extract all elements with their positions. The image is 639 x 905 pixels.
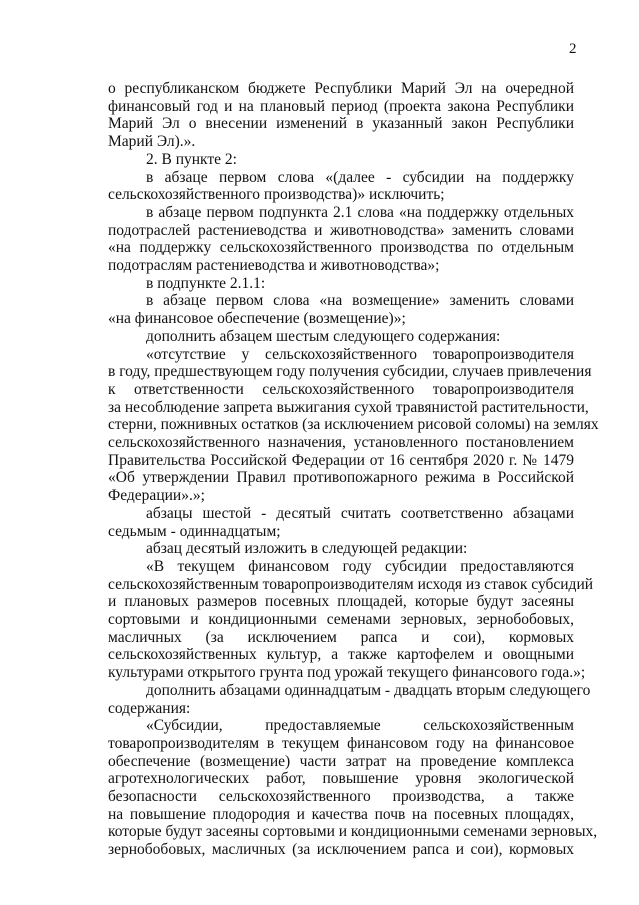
text-line: абзац десятый изложить в следующей редакции: xyxy=(146,540,468,558)
text-line: «Субсидии, предоставляемые сельскохозяйственным xyxy=(146,717,574,735)
text-line: обеспечение (возмещение) части затрат на проведение комплекса xyxy=(108,752,574,770)
text-line: подотраслей растениеводства и животноводства» заменить словами xyxy=(108,221,574,239)
text-line: «В текущем финансовом году субсидии предоставляются xyxy=(146,557,574,575)
text-line: товаропроизводителям в текущем финансовом году на финансовое xyxy=(108,734,574,752)
text-line: содержания: xyxy=(108,699,191,717)
text-line: Федерации».»; xyxy=(108,487,205,505)
text-line: Марий Эл).». xyxy=(108,133,196,151)
text-line: в подпункте 2.1.1: xyxy=(146,274,266,292)
page-number: 2 xyxy=(569,41,577,57)
text-line: и плановых размеров посевных площадей, которые будут засеяны xyxy=(108,593,574,611)
text-line: «Об утверждении Правил противопожарного режима в Российской xyxy=(108,469,574,487)
text-line: за несоблюдение запрета выжигания сухой травянистой растительности, xyxy=(108,398,589,416)
text-line: сельскохозяйственного производства)» исключить; xyxy=(108,186,445,204)
text-line: к ответственности сельскохозяйственного товаропроизводителя xyxy=(108,380,574,398)
text-line: сортовыми и кондиционными семенами зерновых, зернобобовых, xyxy=(108,611,574,628)
text-line: на повышение плодородия и качества почв на посевных площадях, xyxy=(108,805,574,823)
text-line: дополнить абзацами одиннадцатым - двадцать вторым следующего xyxy=(146,681,591,699)
text-line: финансовый год и на плановый период (проекта закона Республики xyxy=(108,97,574,115)
text-line: Правительства Российской Федерации от 16 сентября 2020 г. № 1479 xyxy=(108,451,574,469)
text-line: агротехнологических работ, повышение уровня экологической xyxy=(108,770,574,788)
text-line: в абзаце первом слова «на возмещение» заменить словами xyxy=(146,292,574,310)
text-line: 2. В пункте 2: xyxy=(146,150,237,168)
text-line: в абзаце первом слова «(далее - субсидии на поддержку xyxy=(146,168,574,186)
text-line: абзацы шестой - десятый считать соответственно абзацами xyxy=(146,504,574,522)
text-line: в абзаце первом подпункта 2.1 слова «на поддержку отдельных xyxy=(146,203,574,221)
text-line: масличных (за исключением рапса и сои), кормовых xyxy=(108,628,574,646)
text-line: «на поддержку сельскохозяйственного производства по отдельным xyxy=(108,239,574,257)
text-line: о республиканском бюджете Республики Марий Эл на очередной xyxy=(108,80,574,97)
text-line: сельскохозяйственным товаропроизводителям исходя из ставок субсидий xyxy=(108,575,594,593)
text-line: подотраслям растениеводства и животноводства»; xyxy=(108,257,440,274)
text-line: «отсутствие у сельскохозяйственного товаропроизводителя xyxy=(146,345,574,363)
text-line: Марий Эл о внесении изменений в указанный закон Республики xyxy=(108,115,574,133)
text-line: в году, предшествующем году получения субсидии, случаев привлечения xyxy=(108,363,592,381)
text-line: зернобобовых, масличных (за исключением рапса и сои), кормовых xyxy=(108,841,574,859)
text-line: дополнить абзацем шестым следующего содержания: xyxy=(146,327,501,345)
text-line: сельскохозяйственных культур, а также картофелем и овощными xyxy=(108,646,574,664)
text-line: стерни, пожнивных остатков (за исключением рисовой соломы) на землях xyxy=(108,416,599,434)
text-line: сельскохозяйственного назначения, установленного постановлением xyxy=(108,434,574,451)
text-line: «на финансовое обеспечение (возмещение)»; xyxy=(108,310,406,328)
text-line: культурами открытого грунта под урожай текущего финансового года.»; xyxy=(108,664,586,682)
text-line: седьмым - одиннадцатым; xyxy=(108,522,281,540)
text-line: которые будут засеяны сортовыми и кондиционными семенами зерновых, xyxy=(108,823,598,841)
text-line: безопасности сельскохозяйственного производства, а также xyxy=(108,788,574,805)
